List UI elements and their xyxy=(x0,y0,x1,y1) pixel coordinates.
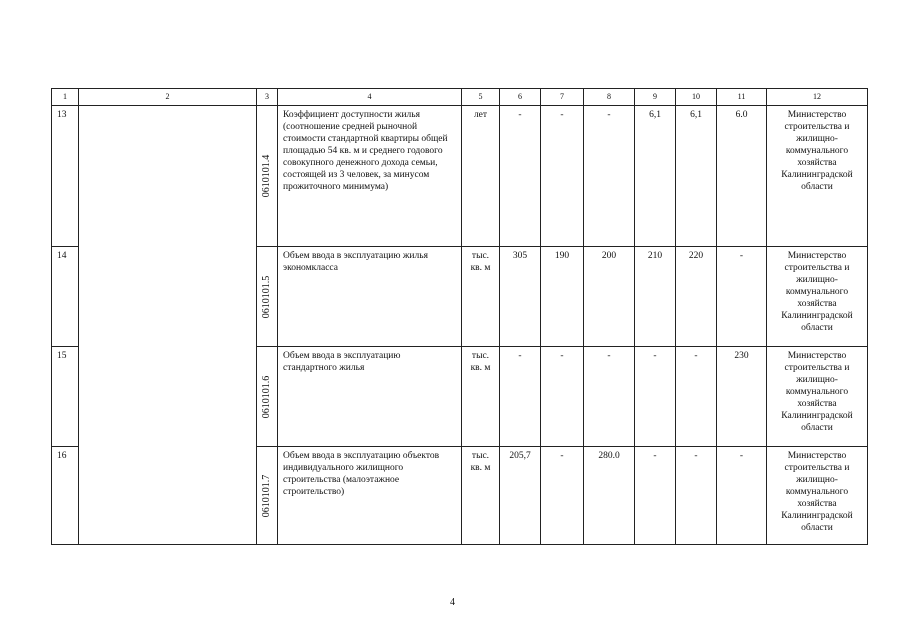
indicator-code xyxy=(257,247,278,347)
header-cell: 4 xyxy=(278,89,462,106)
table-row xyxy=(52,106,868,247)
value-cell: - xyxy=(541,106,584,247)
value-cell: - xyxy=(541,447,584,545)
indicator-code-text: 0610101.5 xyxy=(261,275,272,318)
indicator-code xyxy=(257,106,278,247)
responsible-cell: Министерство строительства и жилищно-коммунального хозяйства Калининградской области xyxy=(767,247,868,347)
value-cell: 6.0 xyxy=(717,106,767,247)
indicator-name: Объем ввода в эксплуатацию жилья экономкласса xyxy=(278,247,462,347)
value-cell: - xyxy=(635,447,676,545)
header-cell: 3 xyxy=(257,89,278,106)
indicator-code-text: 0610101.4 xyxy=(261,154,272,198)
value-cell: - xyxy=(676,447,717,545)
value-cell: - xyxy=(676,347,717,447)
header-cell: 2 xyxy=(79,89,257,106)
value-cell: 205,7 xyxy=(500,447,541,545)
value-cell: 220 xyxy=(676,247,717,347)
header-cell: 12 xyxy=(767,89,868,106)
value-cell: - xyxy=(584,347,635,447)
value-cell: 280.0 xyxy=(584,447,635,545)
unit-cell: тыс. кв. м xyxy=(462,447,500,545)
responsible-cell: Министерство строительства и жилищно-коммунального хозяйства Калининградской области xyxy=(767,106,868,247)
value-cell: - xyxy=(717,247,767,347)
value-cell: 6,1 xyxy=(676,106,717,247)
value-cell: - xyxy=(717,447,767,545)
value-cell: 6,1 xyxy=(635,106,676,247)
merged-empty-cell xyxy=(79,106,257,545)
page-number: 4 xyxy=(450,597,455,608)
header-cell: 7 xyxy=(541,89,584,106)
indicator-code-text: 0610101.7 xyxy=(261,474,272,517)
responsible-cell: Министерство строительства и жилищно-коммунального хозяйства Калининградской области xyxy=(767,347,868,447)
indicator-code xyxy=(257,347,278,447)
header-cell: 10 xyxy=(676,89,717,106)
header-cell: 5 xyxy=(462,89,500,106)
header-cell: 1 xyxy=(52,89,79,106)
value-cell: 305 xyxy=(500,247,541,347)
value-cell: 210 xyxy=(635,247,676,347)
value-cell: 200 xyxy=(584,247,635,347)
value-cell: - xyxy=(500,106,541,247)
value-cell: 230 xyxy=(717,347,767,447)
unit-cell: тыс. кв. м xyxy=(462,247,500,347)
row-number: 16 xyxy=(52,447,79,545)
unit-cell: тыс. кв. м xyxy=(462,347,500,447)
value-cell: 190 xyxy=(541,247,584,347)
value-cell: - xyxy=(635,347,676,447)
row-number: 13 xyxy=(52,106,79,247)
indicator-name: Коэффициент доступности жилья (соотношение средней рыночной стоимости стандартной квартиры общей площадью 54 кв. м и среднего годового совокупного денежного дохода семьи, состоящей из 3 человек, за минусом прожиточного минимума) xyxy=(278,106,462,247)
unit-cell: лет xyxy=(462,106,500,247)
header-row xyxy=(52,89,868,106)
header-cell: 9 xyxy=(635,89,676,106)
indicators-table xyxy=(51,88,868,545)
indicator-code xyxy=(257,447,278,545)
header-cell: 8 xyxy=(584,89,635,106)
value-cell: - xyxy=(541,347,584,447)
indicator-code-text: 0610101.6 xyxy=(261,375,272,418)
value-cell: - xyxy=(584,106,635,247)
value-cell: - xyxy=(500,347,541,447)
row-number: 15 xyxy=(52,347,79,447)
header-cell: 6 xyxy=(500,89,541,106)
header-cell: 11 xyxy=(717,89,767,106)
responsible-cell: Министерство строительства и жилищно-коммунального хозяйства Калининградской области xyxy=(767,447,868,545)
row-number: 14 xyxy=(52,247,79,347)
indicator-name: Объем ввода в эксплуатацию стандартного жилья xyxy=(278,347,462,447)
indicator-name: Объем ввода в эксплуатацию объектов индивидуального жилищного строительства (малоэтажное строительство) xyxy=(278,447,462,545)
